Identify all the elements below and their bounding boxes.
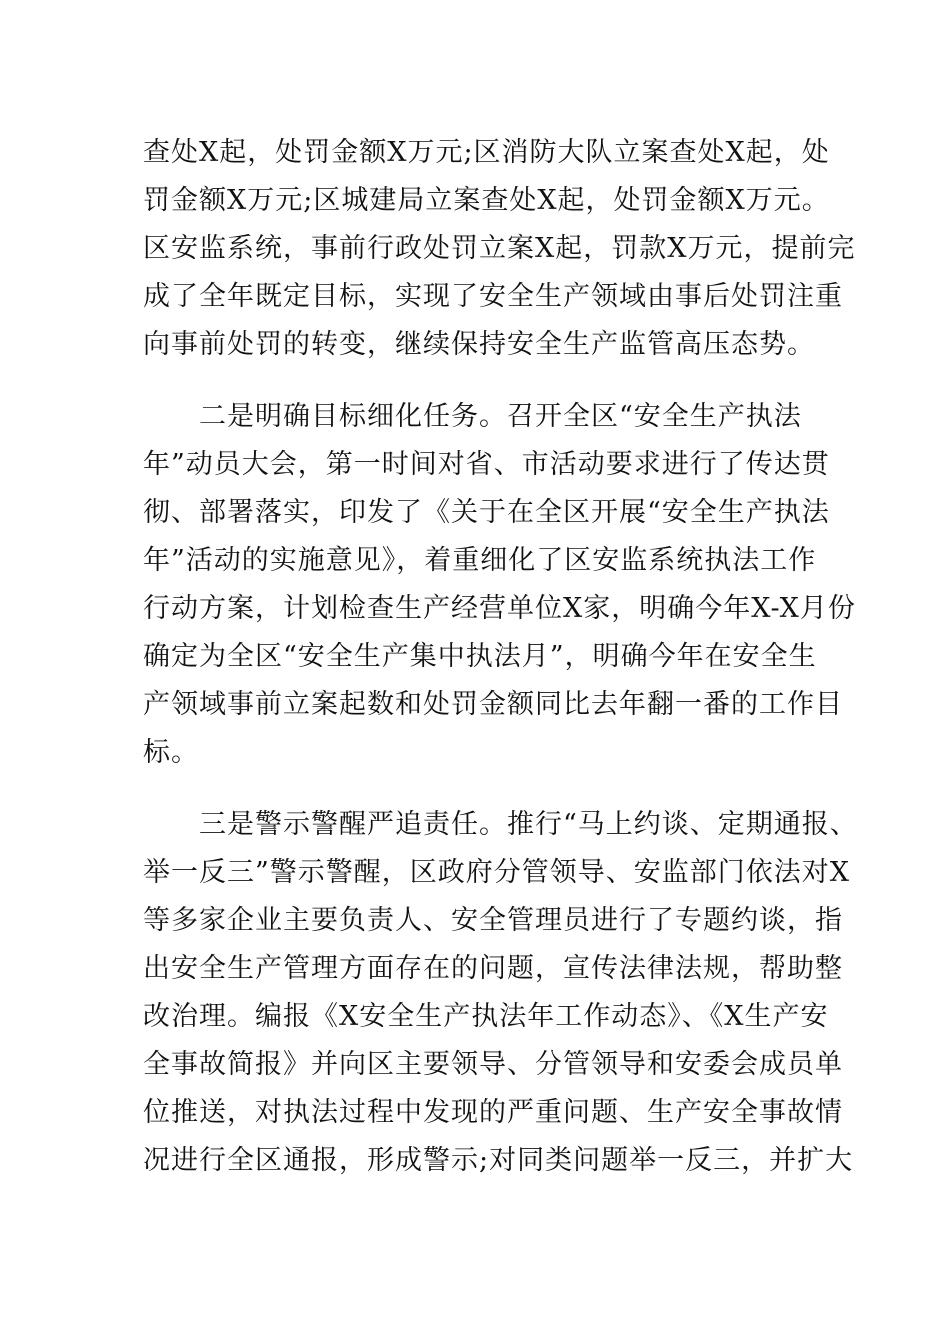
paragraph-2-line: 行动方案，计划检查生产经营单位X家，明确今年X-X月份: [143, 593, 856, 624]
paragraph-2-line: 确定为全区“安全生产集中执法月”，明确今年在安全生: [143, 641, 817, 672]
paragraph-3-line: 举一反三”警示警醒，区政府分管领导、安监部门依法对X: [143, 857, 851, 888]
paragraph-2-line: 二是明确目标细化任务。召开全区“安全生产执法: [199, 401, 802, 432]
paragraph-1-line: 区安监系统，事前行政处罚立案X起，罚款X万元，提前完: [143, 233, 856, 264]
paragraph-3-line: 全事故简报》并向区主要领导、分管领导和安委会成员单: [143, 1049, 843, 1080]
paragraph-2-line: 年”活动的实施意见》，着重细化了区安监系统执法工作: [143, 545, 817, 576]
paragraph-3-line: 等多家企业主要负责人、安全管理员进行了专题约谈，指: [143, 905, 843, 936]
paragraph-2-line: 标。: [143, 737, 199, 768]
paragraph-2-line: 产领域事前立案起数和处罚金额同比去年翻一番的工作目: [143, 689, 843, 720]
paragraph-3-line: 出安全生产管理方面存在的问题，宣传法律法规，帮助整: [143, 953, 843, 984]
paragraph-1-line: 向事前处罚的转变，继续保持安全生产监管高压态势。: [143, 329, 815, 360]
paragraph-3-line: 三是警示警醒严追责任。推行“马上约谈、定期通报、: [199, 809, 858, 840]
paragraph-1-line: 成了全年既定目标，实现了安全生产领域由事后处罚注重: [143, 281, 843, 312]
paragraph-3-line: 位推送，对执法过程中发现的严重问题、生产安全事故情: [143, 1097, 843, 1128]
paragraph-2-line: 年”动员大会，第一时间对省、市活动要求进行了传达贯: [143, 449, 830, 480]
paragraph-1-line: 查处X起，处罚金额X万元;区消防大队立案查处X起，处: [143, 137, 830, 168]
paragraph-3-line: 改治理。编报《X安全生产执法年工作动态》、《X生产安: [143, 1001, 829, 1032]
paragraph-2-line: 彻、部署落实，印发了《关于在全区开展“安全生产执法: [143, 497, 830, 528]
paragraph-3-line: 况进行全区通报，形成警示;对同类问题举一反三，并扩大: [143, 1145, 854, 1176]
paragraph-1-line: 罚金额X万元;区城建局立案查处X起，处罚金额X万元。: [143, 185, 830, 216]
